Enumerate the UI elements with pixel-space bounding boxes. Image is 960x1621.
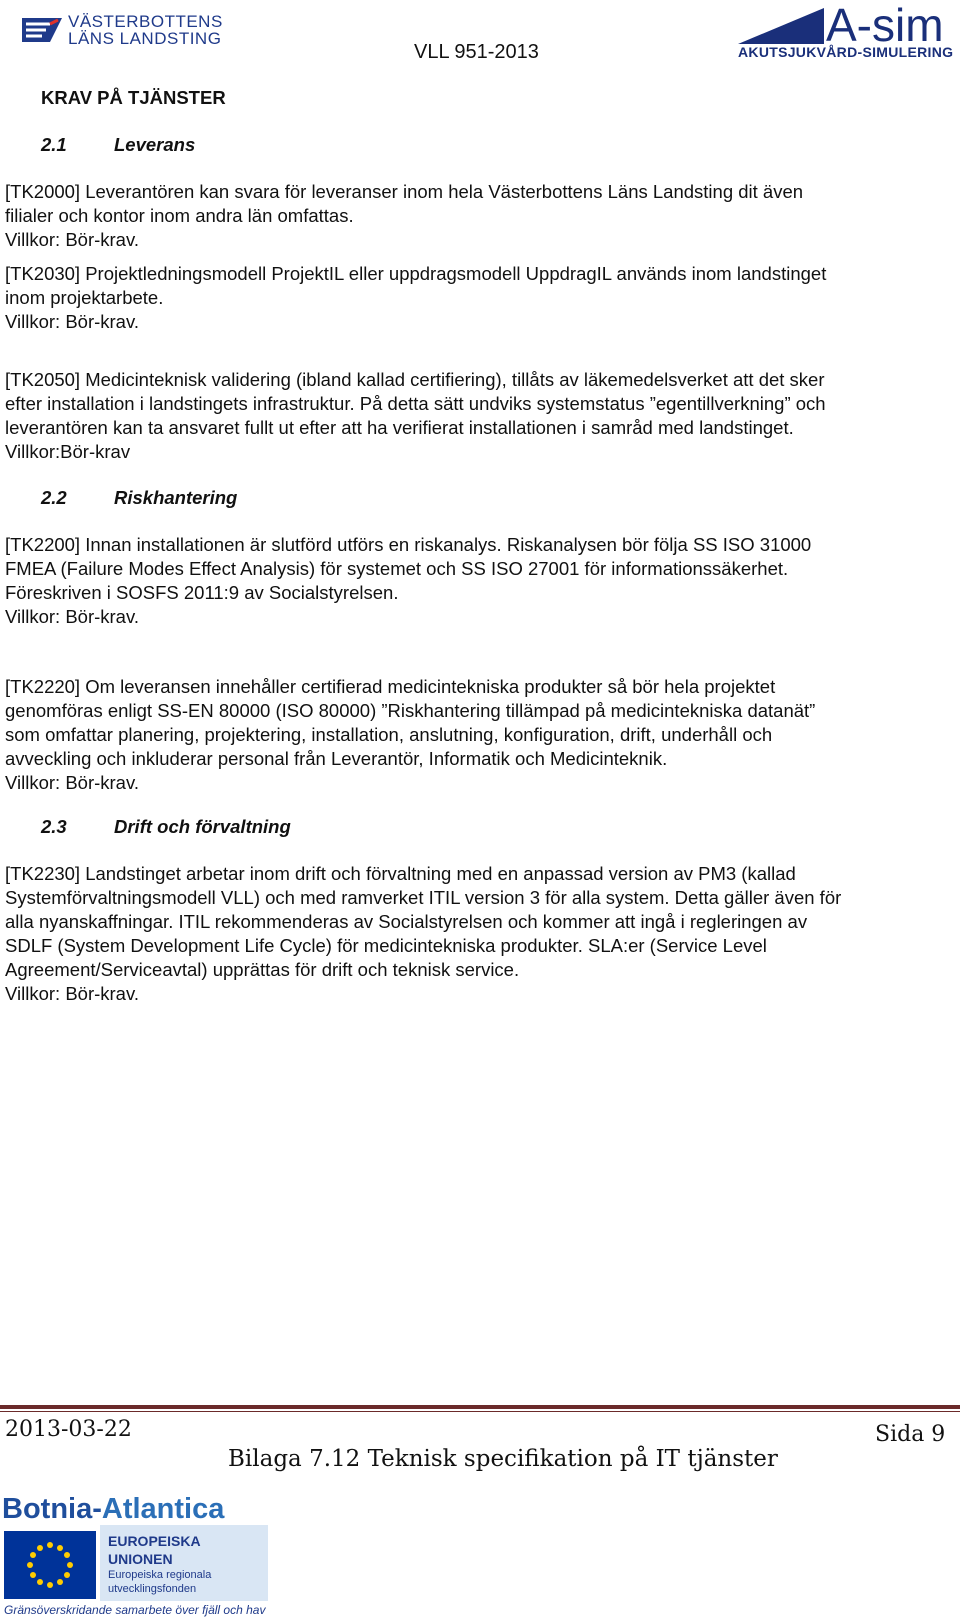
asim-logo [738,0,954,60]
requirement-condition: Villkor: Bör-krav. [5,606,139,627]
eu-fund-line2: utvecklingsfonden [108,1583,197,1595]
section-number: 2.3 [41,816,67,837]
program-name-part: Botnia- [2,1493,102,1525]
section-number: 2.2 [41,487,67,508]
asim-brand-name: A-sim [826,0,944,51]
paragraph-line: leverantören kan ta ansvaret fullt ut efter att ha verifierat installationen i samråd med landstinget. [5,417,794,438]
footer-title: Bilaga 7.12 Teknisk specifikation på IT tjänster [228,1446,778,1472]
paragraph-line: Agreement/Serviceavtal) upprättas för drift och teknisk service. [5,959,520,980]
paragraph-line: [TK2200] Innan installationen är slutförd utförs en riskanalys. Riskanalysen bör följa SS ISO 31000 [5,534,812,555]
paragraph-line: Systemförvaltningsmodell VLL) och med ramverket ITIL version 3 för alla system. Detta gäller även för [5,887,842,908]
paragraph-line: FMEA (Failure Modes Effect Analysis) för systemet och SS ISO 27001 för informationssäkerhet. [5,558,789,579]
eu-union-line1: EUROPEISKA [108,1533,201,1549]
document-id: VLL 951-2013 [414,41,539,63]
eu-program-logo [0,1493,270,1619]
paragraph-line: inom projektarbete. [5,287,164,308]
paragraph-line: genomföras enligt SS-EN 80000 (ISO 80000) ”Riskhantering tillämpad på medicintekniska datanät” [5,700,816,721]
botnia-atlantica-wordmark [2,1493,224,1526]
section-number: 2.1 [41,134,67,155]
section-title: Riskhantering [114,487,238,508]
requirement-tk2000 [5,180,803,252]
requirement-condition: Villkor: Bör-krav. [5,229,139,250]
requirement-tk2050 [5,368,826,464]
paragraph-line: SDLF (System Development Life Cycle) för medicintekniska produkter. SLA:er (Service Level [5,935,767,956]
requirement-condition: Villkor: Bör-krav. [5,772,139,793]
asim-brand-subtitle: AKUTSJUKVÅRD-SIMULERING [738,44,954,60]
requirement-tk2220 [5,675,815,795]
footer-date: 2013-03-22 [5,1417,132,1442]
eu-union-line2: UNIONEN [108,1551,173,1567]
vll-mark-icon [20,14,64,46]
eu-stars-icon [4,1531,96,1599]
paragraph-line: [TK2220] Om leveransen innehåller certifierad medicintekniska produkter så bör hela projektet [5,676,776,697]
requirement-condition: Villkor: Bör-krav. [5,311,139,332]
footer-rule-thin [0,1411,960,1412]
page-number: Sida 9 [875,1422,946,1447]
requirement-tk2200 [5,533,811,629]
paragraph-line: som omfattar planering, projektering, installation, anslutning, konfiguration, drift, underhåll och [5,724,773,745]
paragraph-line: [TK2230] Landstinget arbetar inom drift och förvaltning med en anpassad version av PM3 (kallad [5,863,796,884]
section-title: Leverans [114,134,196,155]
section-title: Drift och förvaltning [114,816,291,837]
eu-flag-icon [4,1531,96,1599]
paragraph-line: [TK2000] Leverantören kan svara för leveranser inom hela Västerbottens Läns Landsting dit även [5,181,804,202]
paragraph-line: filialer och kontor inom andra län omfattas. [5,205,354,226]
requirement-condition: Villkor: Bör-krav. [5,983,139,1004]
paragraph-line: [TK2030] Projektledningsmodell ProjektIL eller uppdragsmodell UppdragIL används inom landstinget [5,263,827,284]
requirement-condition: Villkor:Bör-krav [5,441,131,462]
program-name-part: Atlantica [101,1493,225,1525]
paragraph-line: [TK2050] Medicinteknisk validering (ibland kallad certifiering), tillåts av läkemedelsverket att det sker [5,369,825,390]
paragraph-line: alla nyanskaffningar. ITIL rekommenderas av Socialstyrelsen och kommer att ingå i regleringen av [5,911,808,932]
main-heading: KRAV PÅ TJÄNSTER [41,87,226,108]
requirement-tk2030 [5,262,826,334]
paragraph-line: efter installation i landstingets infrastruktur. På detta sätt undviks systemstatus ”egentillverkning” och [5,393,826,414]
eu-tagline: Gränsöverskridande samarbete över fjäll och hav [4,1603,266,1617]
paragraph-line: Föreskriven i SOSFS 2011:9 av Socialstyrelsen. [5,582,399,603]
footer-rule [0,1405,960,1409]
requirement-tk2230 [5,862,841,1006]
eu-fund-line1: Europeiska regionala [108,1569,212,1581]
vll-name-line2: LÄNS LANDSTING [68,29,222,48]
asim-wedge-icon [738,8,824,44]
vll-name-line1: VÄSTERBOTTENS [68,12,223,31]
paragraph-line: avveckling och inkluderar personal från Leverantör, Informatik och Medicinteknik. [5,748,668,769]
vll-logo [20,12,230,50]
